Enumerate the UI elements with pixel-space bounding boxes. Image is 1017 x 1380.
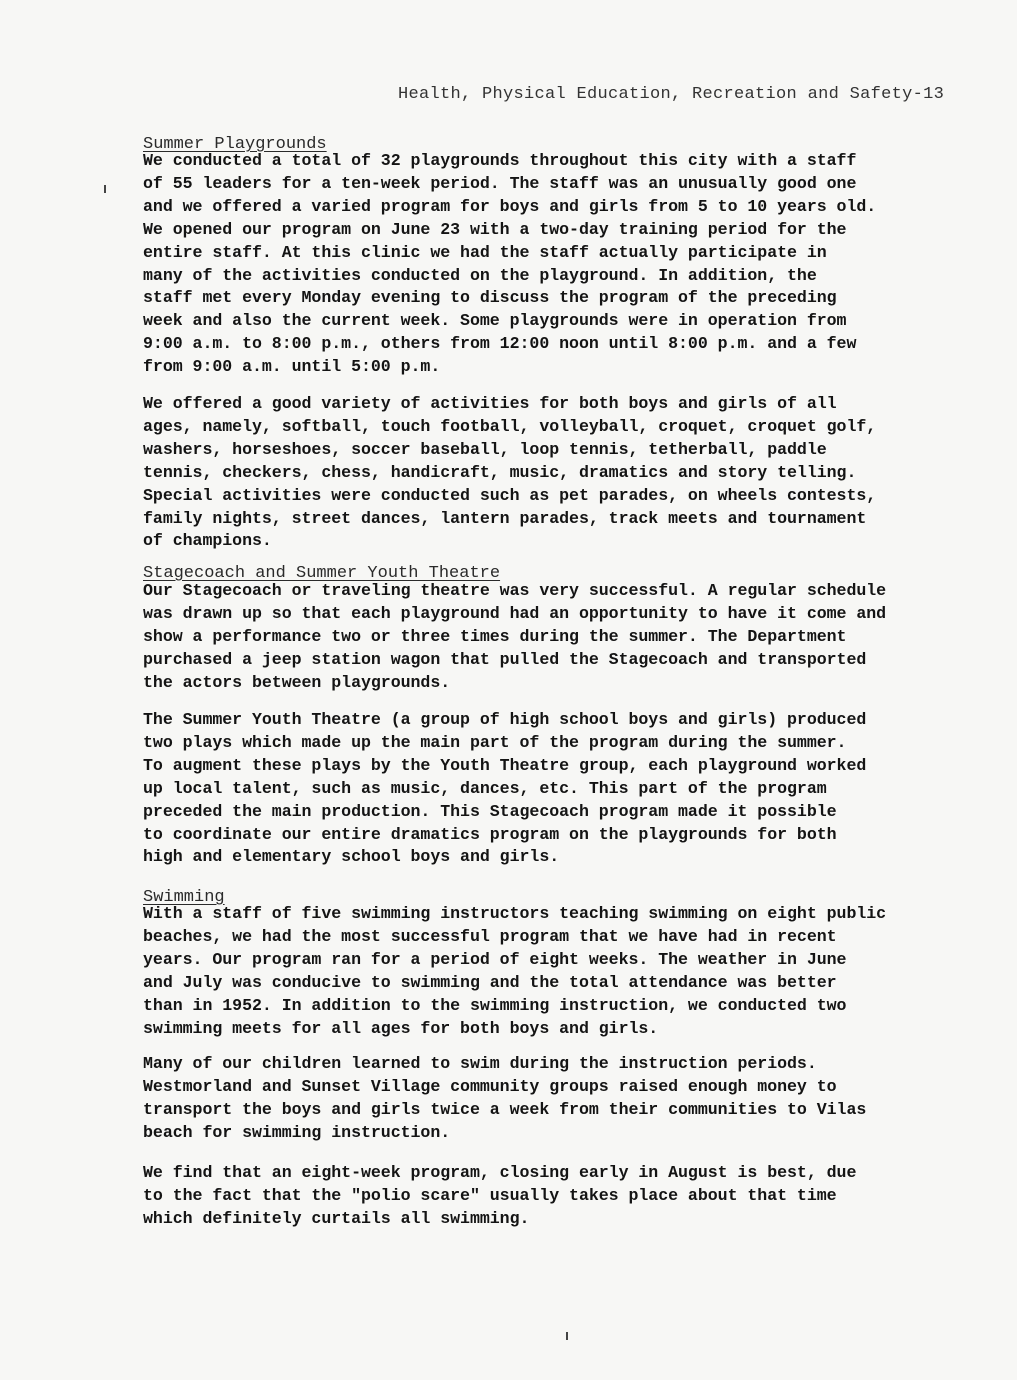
paragraph-stagecoach: Our Stagecoach or traveling theatre was very successful. A regular schedule was drawn up so that each playground had an opportunity to have it come and show a performance two or three times during the summer. The Department purchased a jeep station wagon that pulled the Stagecoach and transported the actors between playgrounds. [143, 581, 887, 692]
heading-summer-playgrounds: Summer Playgrounds [143, 135, 327, 154]
paragraph-youth-theatre: The Summer Youth Theatre (a group of high school boys and girls) produced two plays which made up the main part of the program during the summer. To augment these plays by the Youth Theatre group, each playground worked up local talent, such as music, dances, etc. This part of the program preceded the main production. This Stagecoach program made it possible to coordinate our entire dramatics program on the playgrounds for both high and elementary school boys and girls. [143, 710, 867, 867]
paragraph-eight-week-program: We find that an eight-week program, closing early in August is best, due to the fact that the "polio scare" usually takes place about that time which definitely curtails all swimming. [143, 1163, 857, 1228]
running-head: Health, Physical Education, Recreation and Safety-13 [398, 85, 945, 104]
paragraph-playgrounds-overview: We conducted a total of 32 playgrounds throughout this city with a staff of 55 leaders for a ten-week period. The staff was an unusually good one and we offered a varied program for boys and girls from 5 to 10 years old. We opened our program on June 23 with a two-day training period for the entire staff. At this clinic we had the staff actually participate in many of the activities conducted on the playground. In addition, the staff met every Monday evening to discuss the program of the preceding week and also the current week. Some playgrounds were in operation from 9:00 a.m. to 8:00 p.m., others from 12:00 noon until 8:00 p.m. and a few from 9:00 a.m. until 5:00 p.m. [143, 151, 877, 377]
margin-mark [104, 185, 106, 193]
margin-mark [566, 1332, 568, 1340]
heading-stagecoach-youth-theatre: Stagecoach and Summer Youth Theatre [143, 564, 501, 583]
paragraph-swimming-program: With a staff of five swimming instructors teaching swimming on eight public beaches, we had the most successful program that we have had in recent years. Our program ran for a period of eight weeks. The weather in June and July was conducive to swimming and the total attendance was better than in 1952. In addition to the swimming instruction, we conducted two swimming meets for all ages for both boys and girls. [143, 904, 887, 1038]
heading-swimming: Swimming [143, 888, 225, 907]
paragraph-swimming-instruction: Many of our children learned to swim during the instruction periods. Westmorland and Sunset Village community groups raised enough money to transport the boys and girls twice a week from their communities to Vilas beach for swimming instruction. [143, 1054, 867, 1142]
paragraph-playground-activities: We offered a good variety of activities for both boys and girls of all ages, namely, softball, touch football, volleyball, croquet, croquet golf, washers, horseshoes, soccer baseball, loop tennis, tetherball, paddle tennis, checkers, chess, handicraft, music, dramatics and story telling. Special activities were conducted such as pet parades, on wheels contests, family nights, street dances, lantern parades, track meets and tournament of champions. [143, 394, 877, 551]
